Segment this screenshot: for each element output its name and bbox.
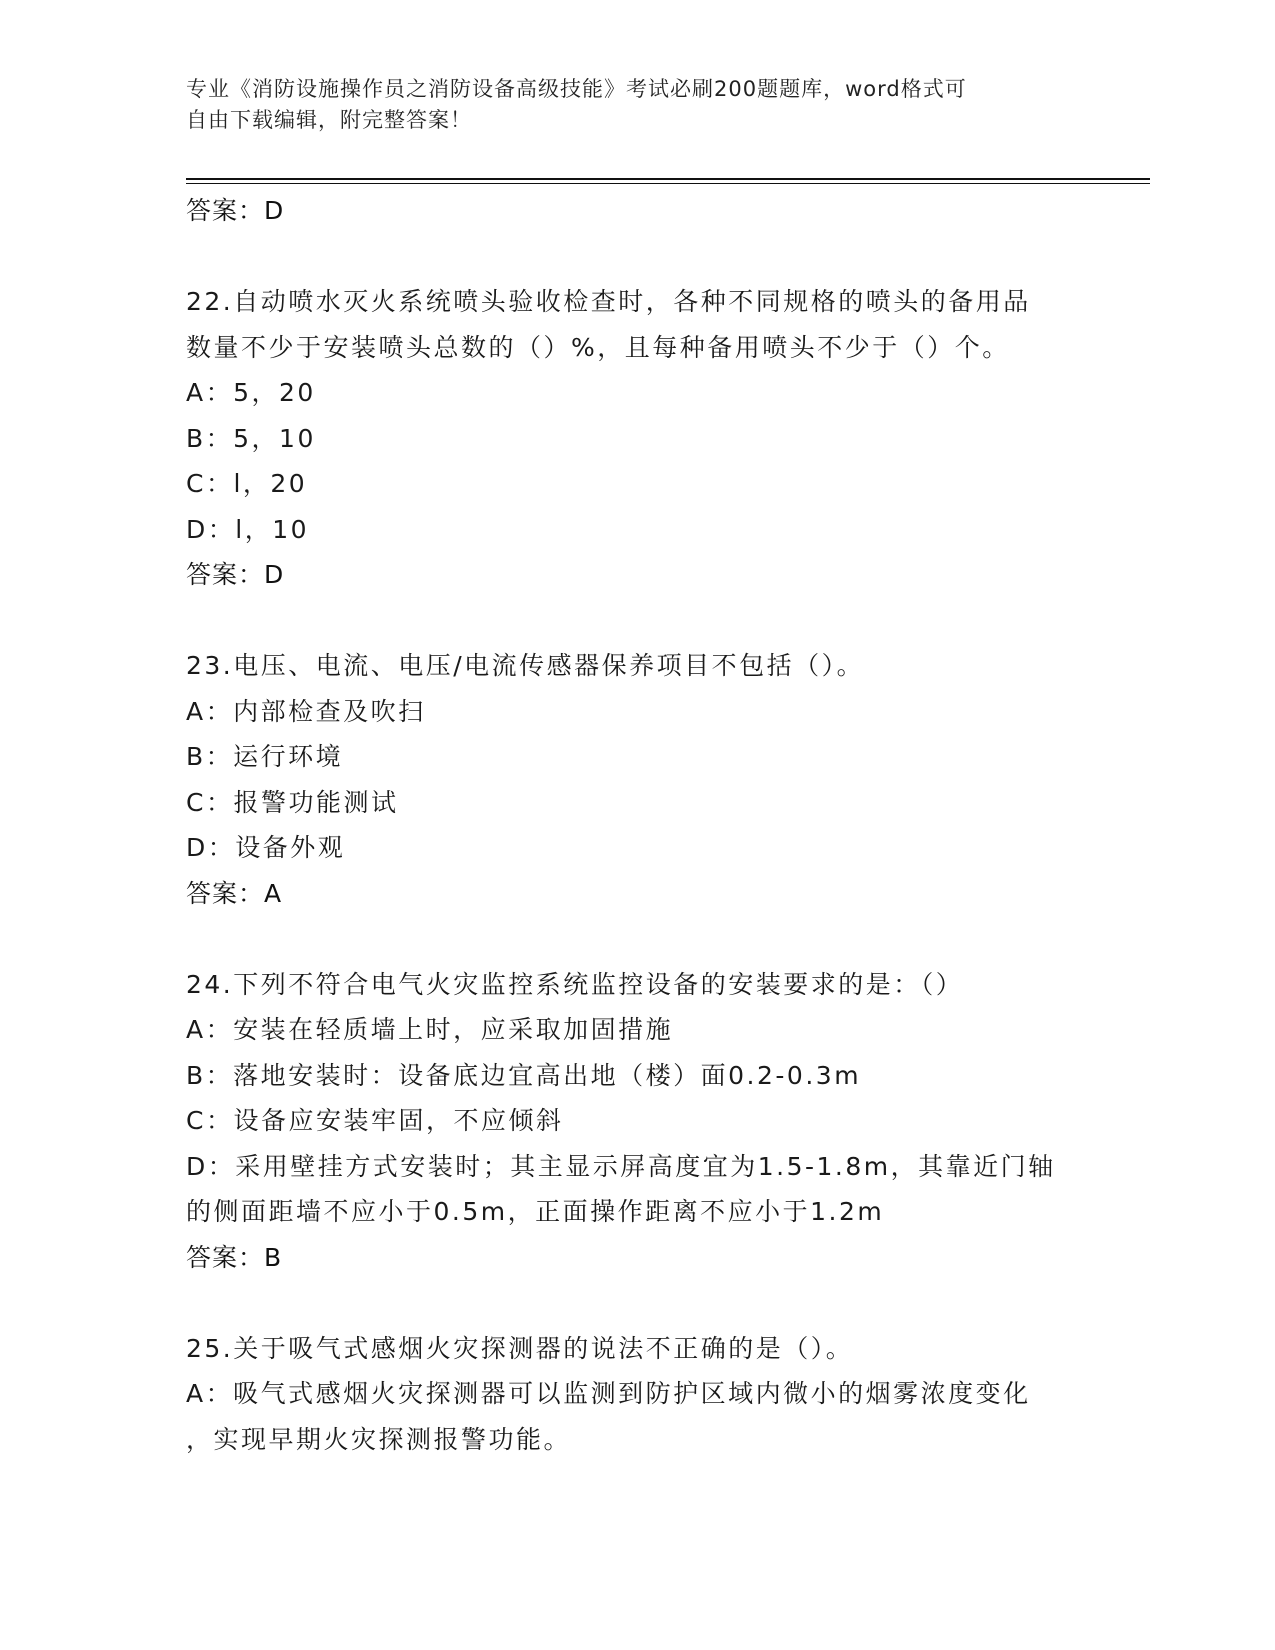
question-24-option-a: A：安装在轻质墙上时，应采取加固措施 xyxy=(186,1015,674,1044)
spacer xyxy=(186,598,1150,644)
question-25-option-a-line-1: A：吸气式感烟火灾探测器可以监测到防护区域内微小的烟雾浓度变化 xyxy=(186,1379,1031,1408)
question-24-option-c: C：设备应安装牢固，不应倾斜 xyxy=(186,1106,564,1135)
question-24-option-d-line-1: D：采用壁挂方式安装时；其主显示屏高度宜为1.5-1.8m，其靠近门轴 xyxy=(186,1151,1056,1181)
question-24-answer: 答案：B xyxy=(186,1242,283,1272)
question-22-option-b: B：5，10 xyxy=(186,423,316,453)
question-24-stem: 24.下列不符合电气火灾监控系统监控设备的安装要求的是：（） xyxy=(186,969,964,999)
document-header xyxy=(186,74,1086,136)
spacer xyxy=(186,234,1150,280)
question-22-option-c: C：l，20 xyxy=(186,469,308,498)
question-24-option-d-line-2: 的侧面距墙不应小于0.5m，正面操作距离不应小于1.2m xyxy=(186,1197,885,1226)
question-23-option-b: B：运行环境 xyxy=(186,742,344,771)
question-25 xyxy=(186,1326,1150,1463)
question-22-answer: 答案：D xyxy=(186,560,285,589)
question-23-answer: 答案：A xyxy=(186,878,283,908)
question-24-option-b: B：落地安装时：设备底边宜高出地（楼）面0.2-0.3m xyxy=(186,1060,862,1090)
header-line-2: 自由下载编辑，附完整答案！ xyxy=(186,108,472,132)
spacer xyxy=(186,1280,1150,1326)
question-25-stem: 25.关于吸气式感烟火灾探测器的说法不正确的是（）。 xyxy=(186,1333,854,1363)
question-23-option-a: A：内部检查及吹扫 xyxy=(186,696,426,726)
header-divider-thick xyxy=(186,178,1150,180)
question-list xyxy=(186,188,1150,1462)
answer-21: 答案：D xyxy=(186,196,285,225)
header-line-1: 专业《消防设施操作员之消防设备高级技能》考试必刷200题题库，word格式可 xyxy=(186,77,967,101)
question-22-stem-line-1: 22.自动喷水灭火系统喷头验收检查时，各种不同规格的喷头的备用品 xyxy=(186,287,1031,316)
question-25-option-a-line-2: ，实现早期火灾探测报警功能。 xyxy=(186,1424,572,1454)
header-divider-thin xyxy=(186,183,1150,184)
question-23 xyxy=(186,643,1150,916)
question-22 xyxy=(186,279,1150,598)
question-22-option-d: D：l，10 xyxy=(186,514,310,544)
question-22-stem-line-2: 数量不少于安装喷头总数的（）%，且每种备用喷头不少于（）个。 xyxy=(186,332,1010,362)
question-24 xyxy=(186,962,1150,1281)
question-23-option-c: C：报警功能测试 xyxy=(186,787,399,817)
question-23-stem: 23.电压、电流、电压/电流传感器保养项目不包括（）。 xyxy=(186,651,865,680)
question-22-option-a: A：5，20 xyxy=(186,378,316,407)
question-23-option-d: D：设备外观 xyxy=(186,833,346,862)
spacer xyxy=(186,916,1150,962)
